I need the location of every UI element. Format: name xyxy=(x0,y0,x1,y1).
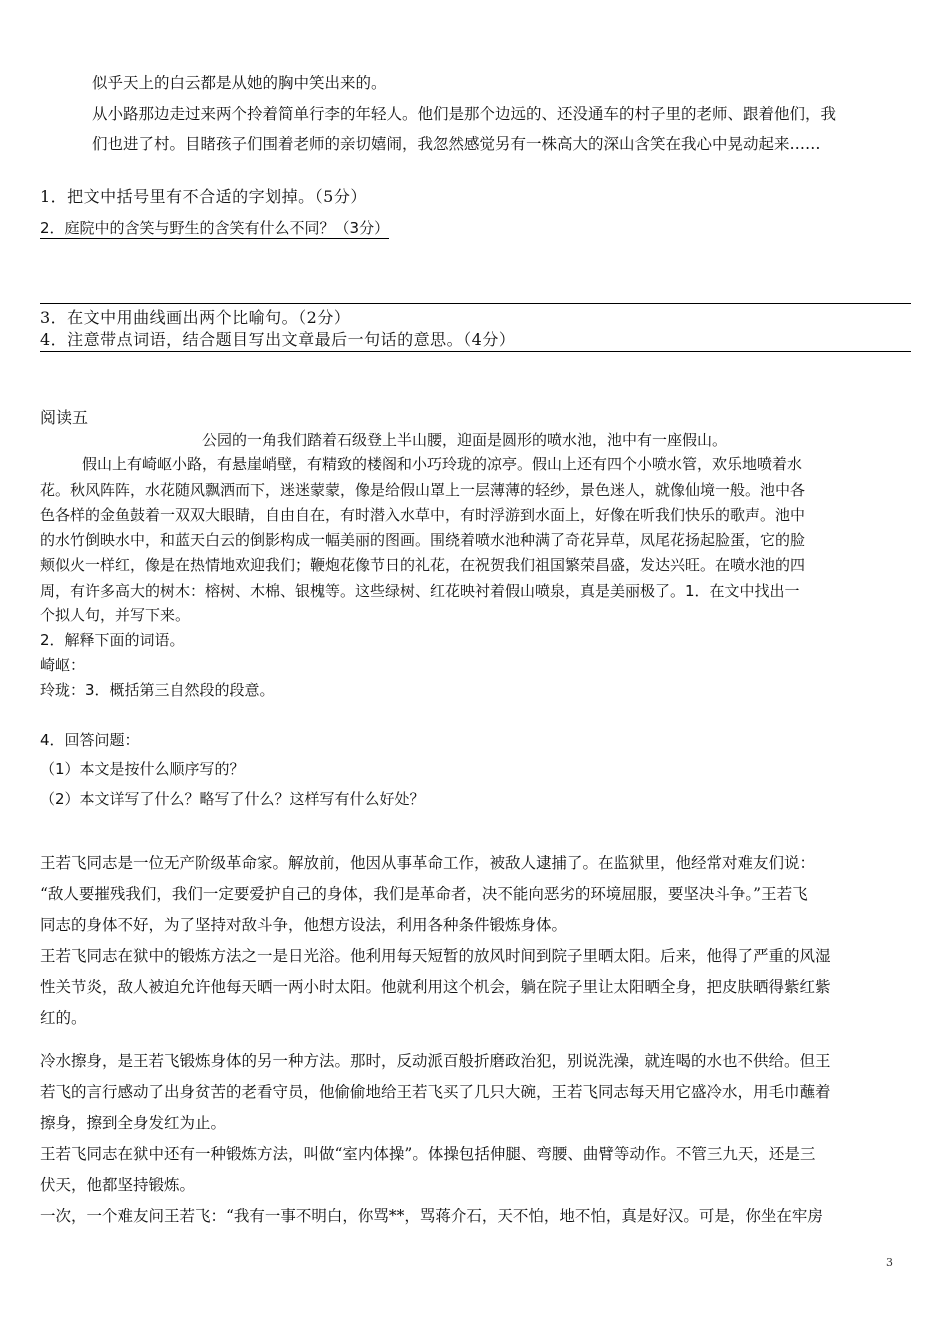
reading5-line: 崎岖： xyxy=(40,656,86,674)
passage-line: 从小路那边走过来两个拎着简单行李的年轻人。他们是那个边远的、还没通车的村子里的老师、跟着他们，我 xyxy=(92,105,837,123)
reading5-line: 4．回答问题： xyxy=(40,731,140,749)
question-3: 3．在文中用曲线画出两个比喻句。（2分） xyxy=(40,308,351,327)
question-1: 1．把文中括号里有不合适的字划掉。（5分） xyxy=(40,187,367,206)
reading5-line: 假山上有崎岖小路，有悬崖峭壁，有精致的楼阁和小巧玲珑的凉亭。假山上还有四个小喷水管，欢乐地喷着水 xyxy=(82,455,803,473)
reading5-line: 色各样的金鱼鼓着一双双大眼睛，自由自在，有时潜入水草中，有时浮游到水面上，好像在听我们快乐的歌声。池中 xyxy=(40,506,806,524)
passage6-line: 一次，一个难友问王若飞：“我有一事不明白，你骂**，骂蒋介石，天不怕，地不怕，真是好汉。可是，你坐在牢房 xyxy=(40,1207,823,1225)
reading5-line: 花。秋风阵阵，水花随风飘洒而下，迷迷蒙蒙，像是给假山罩上一层薄薄的轻纱，景色迷人，就像仙境一般。池中各 xyxy=(40,481,806,499)
question-2-text: 2．庭院中的含笑与野生的含笑有什么不同？（3分） xyxy=(40,219,390,237)
passage6-line: 王若飞同志在狱中还有一种锻炼方法，叫做“室内体操”。体操包括伸腿、弯腰、曲臂等动作。不管三九天，还是三 xyxy=(40,1145,816,1163)
answer-line xyxy=(40,351,911,352)
reading5-line: （2）本文详写了什么？略写了什么？这样写有什么好处？ xyxy=(40,790,425,808)
answer-line xyxy=(40,303,911,304)
question-4: 4．注意带点词语，结合题目写出文章最后一句话的意思。（4分） xyxy=(40,330,516,349)
passage6-line: 冷水擦身，是王若飞锻炼身体的另一种方法。那时，反动派百般折磨政治犯，别说洗澡，就连喝的水也不供给。但王 xyxy=(40,1052,831,1070)
reading5-line: 颊似火一样红，像是在热情地欢迎我们；鞭炮花像节日的礼花，在祝贺我们祖国繁荣昌盛，发达兴旺。在喷水池的四 xyxy=(40,556,806,574)
passage-line: 们也进了村。目睹孩子们围着老师的亲切嬉闹，我忽然感觉另有一株高大的深山含笑在我心中晃动起来…… xyxy=(92,135,821,153)
reading5-line: （1）本文是按什么顺序写的？ xyxy=(40,760,245,778)
reading5-line: 公园的一角我们踏着石级登上半山腰，迎面是圆形的喷水池，池中有一座假山。 xyxy=(202,431,728,449)
passage6-line: 王若飞同志在狱中的锻炼方法之一是日光浴。他利用每天短暂的放风时间到院子里晒太阳。后来，他得了严重的风湿 xyxy=(40,947,831,965)
passage6-line: 同志的身体不好，为了坚持对敌斗争，他想方设法，利用各种条件锻炼身体。 xyxy=(40,916,568,934)
passage6-line: 若飞的言行感动了出身贫苦的老看守员，他偷偷地给王若飞买了几只大碗，王若飞同志每天用它盛冷水，用毛巾蘸着 xyxy=(40,1083,831,1101)
reading5-line: 周，有许多高大的树木：榕树、木棉、银槐等。这些绿树、红花映衬着假山喷泉，真是美丽极了。1．在文中找出一 xyxy=(40,582,800,600)
question-2 xyxy=(40,218,389,238)
reading5-line: 玲珑：3．概括第三自然段的段意。 xyxy=(40,681,275,699)
passage6-line: 王若飞同志是一位无产阶级革命家。解放前，他因从事革命工作，被敌人逮捕了。在监狱里，他经常对难友们说： xyxy=(40,854,816,872)
reading5-line: 的水竹倒映水中，和蓝天白云的倒影构成一幅美丽的图画。围绕着喷水池种满了奇花异草，凤尾花扬起脸蛋，它的脸 xyxy=(40,531,806,549)
reading5-line: 个拟人句，并写下来。 xyxy=(40,606,191,624)
passage6-line: 红的。 xyxy=(40,1009,87,1027)
page-number: 3 xyxy=(886,1256,893,1269)
passage6-line: “敌人要摧残我们，我们一定要爱护自己的身体，我们是革命者，决不能向恶劣的环境屈服，要坚决斗争。”王若飞 xyxy=(40,885,808,903)
passage6-line: 伏天，他都坚持锻炼。 xyxy=(40,1176,196,1194)
passage-line: 似乎天上的白云都是从她的胸中笑出来的。 xyxy=(92,74,387,92)
reading5-line: 2．解释下面的词语。 xyxy=(40,631,185,649)
passage6-line: 擦身，擦到全身发红为止。 xyxy=(40,1114,227,1132)
passage6-line: 性关节炎，敌人被迫允许他每天晒一两小时太阳。他就利用这个机会，躺在院子里让太阳晒全身，把皮肤晒得紫红紫 xyxy=(40,978,831,996)
reading5-heading: 阅读五 xyxy=(40,408,89,427)
